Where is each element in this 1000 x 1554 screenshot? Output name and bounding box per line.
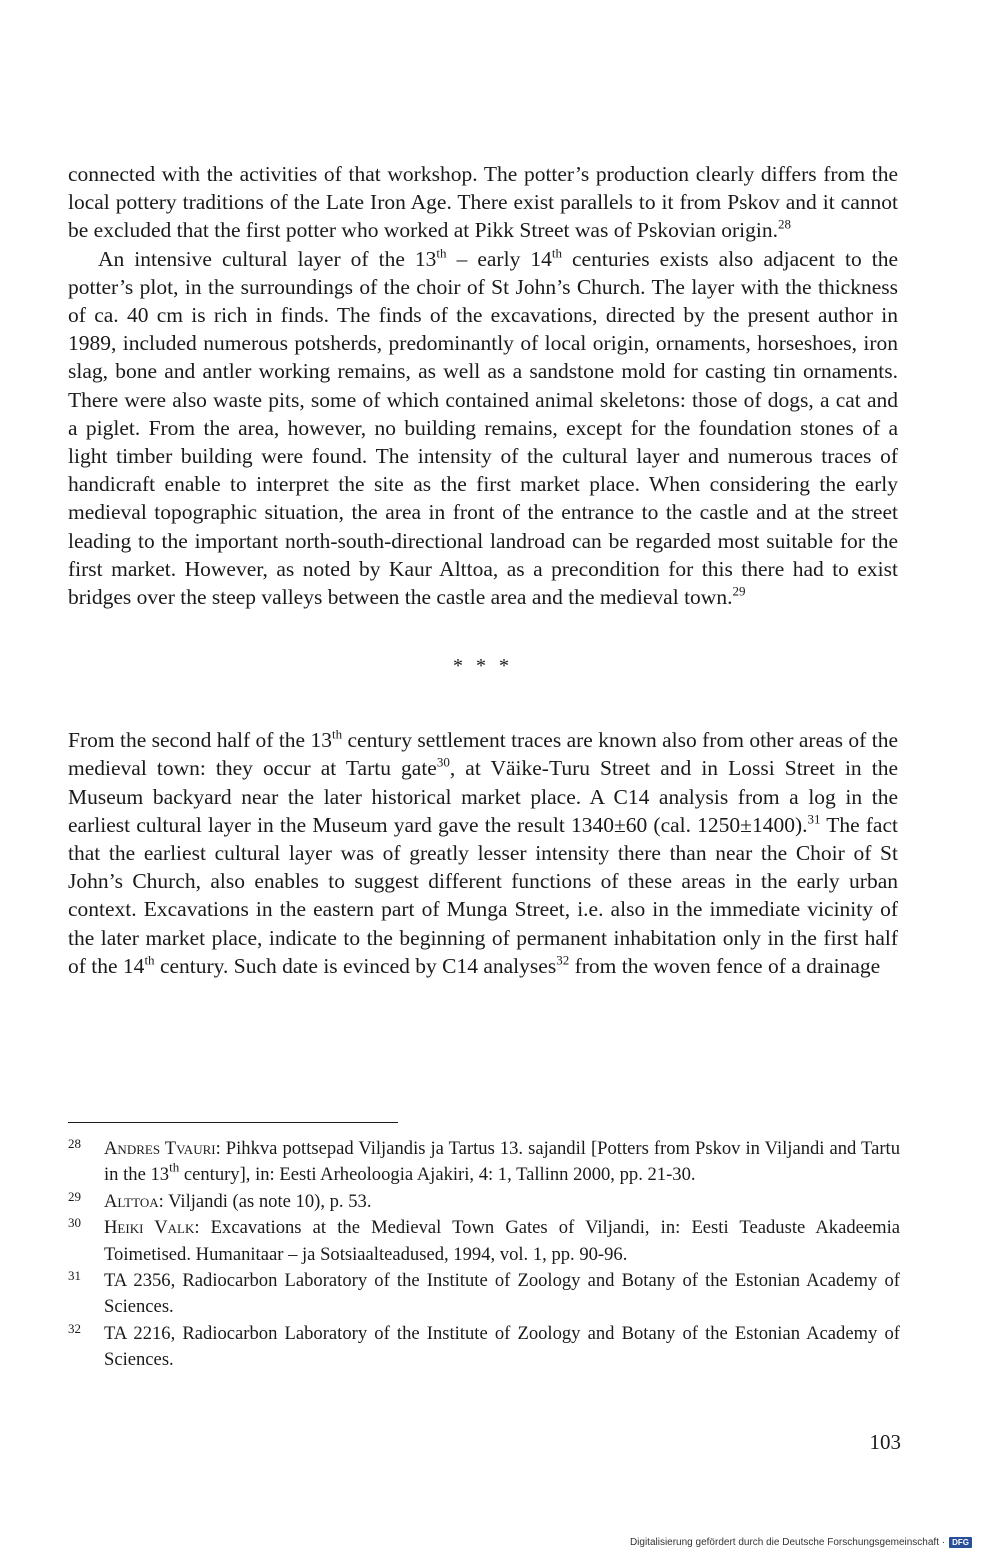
- paragraph-1-text: connected with the activities of that workshop. The potter’s production clearly differs from the local pottery traditions of the Late Iron Age. There exist parallels to it from Pskov and it cannot be excluded that the first potter who worked at Pikk Street was of Pskovian origin.: [68, 162, 898, 243]
- footnote-number: 31: [68, 1268, 81, 1284]
- footnote-text: century], in: Eesti Arheoloogia Ajakiri, 4: 1, Tallinn 2000, pp. 21-30.: [179, 1164, 696, 1186]
- footnote-ref-31[interactable]: 31: [807, 811, 821, 827]
- footnote-author: Alttoa: [104, 1190, 159, 1212]
- footnote-28: [68, 1136, 900, 1189]
- footnote-ref-30[interactable]: 30: [436, 755, 450, 771]
- paragraph-1: [68, 160, 898, 245]
- paragraph-3-text-f: from the woven fence of a drainage: [569, 953, 881, 978]
- footnote-29: [68, 1189, 900, 1215]
- ordinal-sup: th: [551, 245, 562, 261]
- paragraph-3: [68, 726, 898, 980]
- footnote-number: 28: [68, 1136, 81, 1151]
- footnote-number: 32: [68, 1320, 81, 1336]
- main-text: [68, 160, 898, 980]
- paragraph-3-text-e: century. Such date is evinced by C14 analyses: [154, 953, 557, 978]
- footnote-ref-32[interactable]: 32: [556, 952, 570, 968]
- paragraph-2-text-a: An intensive cultural layer of the 13: [98, 246, 437, 271]
- paragraph-3-text-a: From the second half of the 13: [68, 728, 332, 753]
- section-separator: * * *: [453, 655, 513, 678]
- footnote-number: 30: [68, 1215, 81, 1231]
- credit-text: Digitalisierung gefördert durch die Deutsche Forschungsgemeinschaft ·: [629, 1537, 946, 1548]
- paragraph-2: [68, 245, 898, 612]
- dfg-logo-icon: DFG: [949, 1537, 972, 1548]
- footnote-text: : Viljandi (as note 10), p. 53.: [158, 1190, 372, 1212]
- footnote-text: TA 2216, Radiocarbon Laboratory of the Institute of Zoology and Botany of the Estonian Academy of Sciences.: [104, 1322, 900, 1371]
- paragraph-3-text-b: century settlement traces are known also from other areas of the medieval town: they occur at Tartu gate: [68, 728, 898, 781]
- ordinal-sup: th: [331, 726, 343, 742]
- footnote-30: [68, 1215, 900, 1268]
- footnote-number: 29: [68, 1188, 81, 1204]
- footnotes: [68, 1136, 900, 1374]
- paragraph-3-text-d: The fact that the earliest cultural layer was of greatly lesser intensity there than near the Choir of St John’s Church, also enables to suggest different functions of these areas in the early urban context. Excavations in the eastern part of Munga Street, i.e. also in the immediate vicinity of the later market place, indicate to the beginning of permanent inhabitation only in the first half of the 14: [68, 812, 898, 978]
- footnote-text: : Pihkva pottsepad Viljandis ja Tartus 13. sajandil [Potters from Pskov in Viljandi and Tartu in the 13: [104, 1138, 900, 1186]
- footnote-32: [68, 1321, 900, 1374]
- page-number: 103: [869, 1430, 901, 1454]
- footnote-text: TA 2356, Radiocarbon Laboratory of the Institute of Zoology and Botany of the Estonian Academy of Sciences.: [104, 1270, 900, 1318]
- footnote-author: Andres Tvauri: [104, 1138, 216, 1159]
- ordinal-sup: th: [144, 952, 155, 968]
- paragraph-3-text-c: , at Väike-Turu Street and in Lossi Street in the Museum backyard near the later historical market place. A C14 analysis from a log in the earliest cultural layer in the Museum yard gave the result 1340±60 (cal. 1250±1400).: [68, 756, 898, 837]
- paragraph-2-text-b: – early 14: [446, 246, 552, 271]
- footnote-text: : Excavations at the Medieval Town Gates of Viljandi, in: Eesti Teaduste Akadeemia Toimetised. Humanitaar – ja Sotsiaalteadused, 1994, vol. 1, pp. 90-96.: [104, 1217, 901, 1265]
- ordinal-sup: th: [436, 245, 447, 261]
- paragraph-2-text-c: centuries exists also adjacent to the potter’s plot, in the surroundings of the choir of St John’s Church. The layer with the thickness of ca. 40 cm is rich in finds. The finds of the excavations, directed by the present author in 1989, included numerous potsherds, predominantly of local origin, ornaments, horseshoes, iron slag, bone and antler working remains, as well as a sandstone mold for casting tin ornaments. There were also waste pits, some of which contained animal skeletons: those of dogs, a cat and a piglet. From the area, however, no building remains, except for the foundation stones of a light timber building were found. The intensity of the cultural layer and numerous traces of handicraft enable to interpret the site as the first market place. When considering the early medieval topographic situation, the area in front of the entrance to the castle and at the street leading to the important north-south-directional landroad can be regarded most suitable for the first market. However, as noted by Kaur Alttoa, as a precondition for this there had to exist bridges over the steep valleys between the castle area and the medieval town.: [68, 246, 898, 610]
- footnote-ref-29[interactable]: 29: [732, 583, 746, 599]
- ordinal-sup: th: [169, 1159, 180, 1175]
- digitization-credit: [630, 1537, 972, 1548]
- footnote-31: [68, 1268, 900, 1321]
- footnote-divider: [68, 1122, 398, 1123]
- footnote-author: Heiki Valk: [104, 1217, 195, 1239]
- footnote-ref-28[interactable]: 28: [777, 216, 791, 232]
